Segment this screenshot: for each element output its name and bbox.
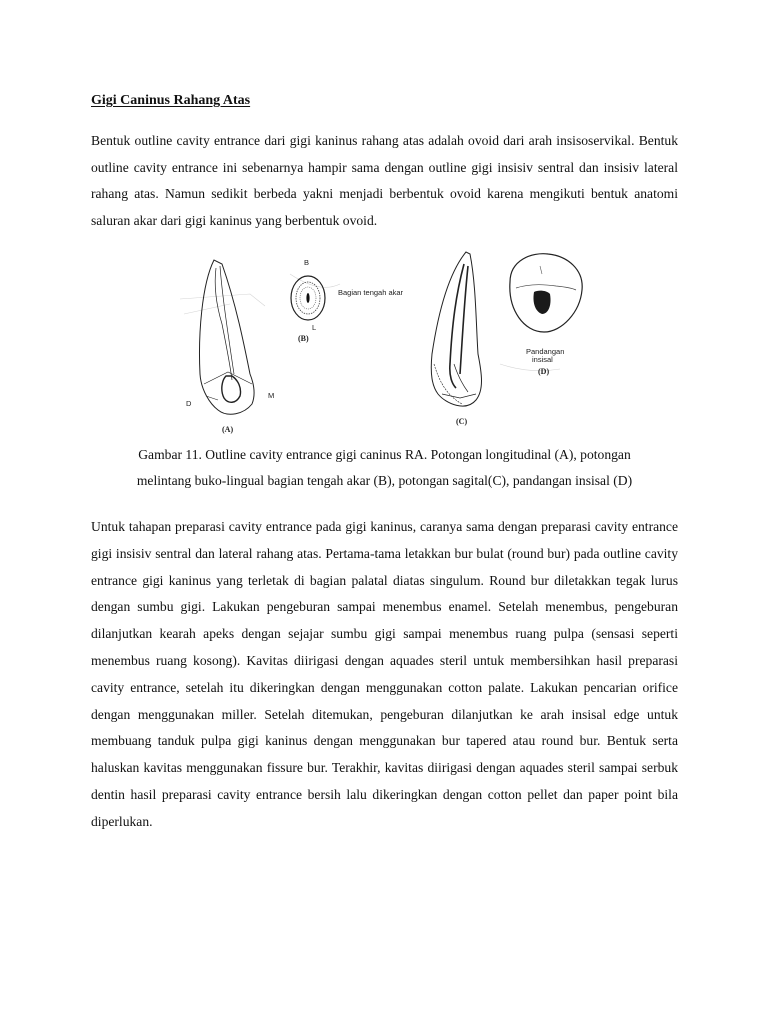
section-heading: Gigi Caninus Rahang Atas (91, 93, 251, 108)
caption-line-2: melintang buko-lingual bagian tengah akar (B), potongan sagital(C), pandangan insisal (D) (136, 473, 633, 488)
label-bagian-tengah-akar: Bagian tengah akar (338, 288, 404, 297)
label-m-side: M (268, 391, 275, 400)
label-c: (C) (456, 417, 468, 426)
tooth-incisal-view-icon (510, 254, 582, 332)
paragraph-procedure: Untuk tahapan preparasi cavity entrance pada gigi kaninus, caranya sama dengan preparasi cavity entrance gigi insisiv sentral dan lateral rahang atas. Pertama-tama letakkan bur bulat (round bur) pada outline cavity entrance gigi kaninus yang terletak di bagian palatal diatas singulum. Round bur diletakkan tegak lurus dengan sumbu gigi. Lakukan pengeburan sampai menembus enamel. Setelah menembus, pengeburan dilanjutkan kearah apeks dengan sejajar sumbu gigi sampai menembus ruang pulpa (sensasi seperti menembus ruang kosong). Kavitas diirigasi dengan aquades steril untuk membersihkan hasil preparasi cavity entrance, setelah itu dikeringkan dengan menggunakan cotton palate. Lakukan pencarian orifice dengan menggunakan miller. Setelah ditemukan, pengeburan dilanjutkan ke arah insisal edge untuk membuang tanduk pulpa gigi kaninus dengan menggunakan bur tapered atau round bur. Bentuk serta haluskan kavitas menggunakan fissure bur. Terakhir, kavitas diirigasi dengan aquades steril sampai serbuk dentin hasil preparasi cavity entrance bersih lalu dikeringkan dengan cotton pellet dan paper point bila diperlukan. (91, 519, 678, 829)
paragraph-intro: Bentuk outline cavity entrance dari gigi kaninus rahang atas adalah ovoid dari arah insisoservikal. Bentuk outline cavity entrance ini sebenarnya hampir sama dengan outline gigi insisiv sentral dan insisiv lateral rahang atas. Namun sedikit berbeda yakni menjadi berbentuk ovoid karena mengikuti bentuk anatomi saluran akar dari gigi kaninus yang berbentuk ovoid. (91, 133, 678, 228)
label-b-top: B (304, 258, 310, 267)
caption-line-1: Gambar 11. Outline cavity entrance gigi caninus RA. Potongan longitudinal (A), potongan (138, 447, 631, 462)
label-d-side: D (186, 399, 192, 408)
label-a: (A) (222, 425, 234, 434)
tooth-sagittal-icon (431, 252, 481, 406)
tooth-longitudinal-icon (200, 260, 255, 414)
label-pandangan: Pandangan (526, 347, 565, 356)
label-insisal: insisal (532, 355, 553, 364)
figure-canine-diagram (170, 244, 602, 436)
tooth-cross-section-icon (291, 276, 325, 320)
label-d-panel: (D) (538, 367, 550, 376)
label-b-panel: (B) (298, 334, 309, 343)
figure-caption (91, 442, 678, 494)
label-l-bottom: L (312, 323, 317, 332)
